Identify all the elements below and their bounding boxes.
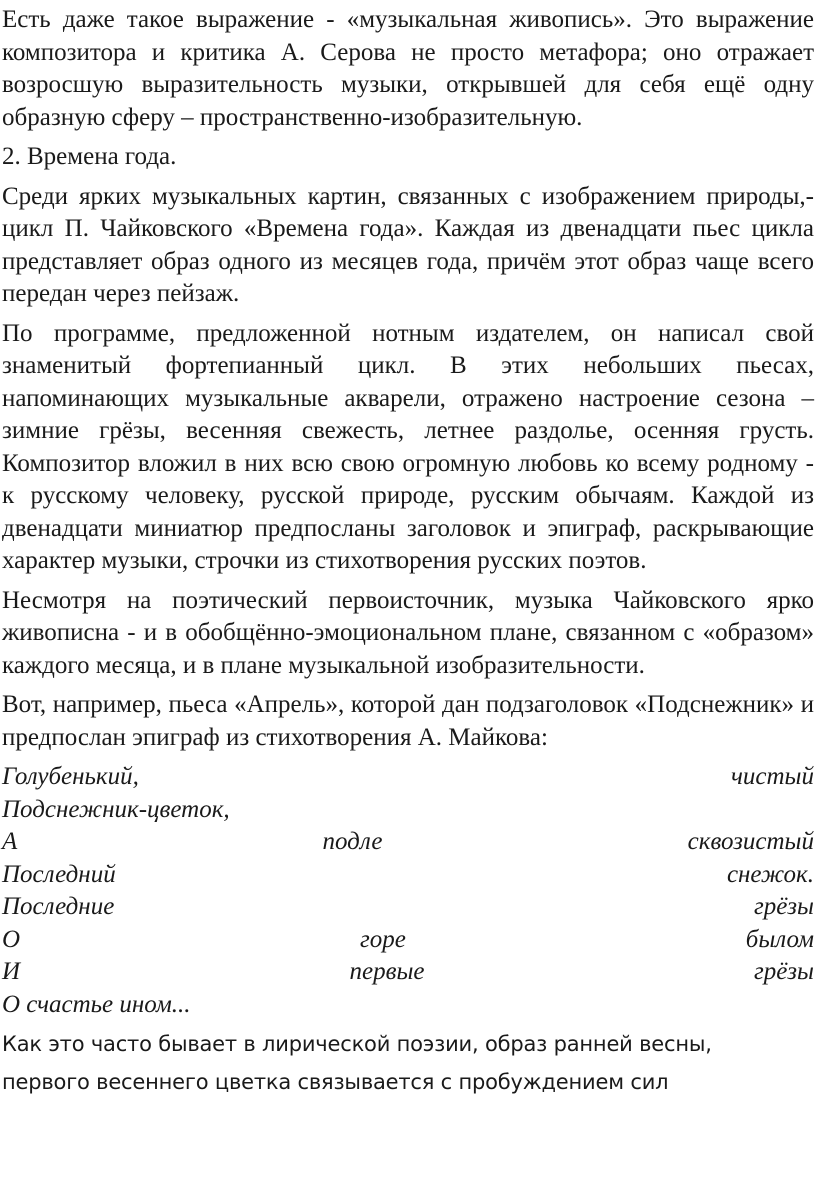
- poem-line: [2, 891, 814, 924]
- poem-word: грёзы: [753, 893, 814, 920]
- poem-line: [2, 826, 814, 859]
- section-heading-seasons: 2. Времена года.: [2, 143, 177, 170]
- poem-word: подле: [322, 828, 383, 855]
- poem-line: [2, 924, 814, 957]
- paragraph-april-example: Вот, например, пьеса «Апрель», которой дан подзаголовок «Подснежник» и предпослан эпиграф из стихотворения А. Майкова:: [2, 691, 814, 751]
- paragraph-poetic-source: Несмотря на поэтический первоисточник, музыка Чайковского ярко живописна - и в обобщённо-эмоциональном плане, связанном с «образом» каждого месяца, и в плане музыкальной изобразительности.: [2, 586, 814, 679]
- paragraph-program-cycle: По программе, предложенной нотным издателем, он написал свой знаменитый фортепианный цикл. В этих небольших пьесах, напоминающих музыкальные акварели, отражено настроение сезона – зимние грёзы, весенняя свежесть, летнее раздолье, осенняя грусть. Композитор вложил в них всю свою огромную любовь ко всему родному - к русскому человеку, русской природе, русским обычаям. Каждой из двенадцати миниатюр предпосланы заголовок и эпиграф, раскрывающие характер музыки, строчки из стихотворения русских поэтов.: [2, 319, 814, 574]
- poem-word: Голубенький,: [2, 763, 139, 790]
- poem-line: [2, 761, 814, 794]
- poem-word: грёзы: [753, 958, 814, 985]
- poem-word: былом: [745, 925, 814, 953]
- poem-word: сквозистый: [687, 828, 814, 855]
- paragraph-tchaikovsky-cycle: Среди ярких музыкальных картин, связанных с изображением природы,- цикл П. Чайковского «Времена года». Каждая из двенадцати пьес цикла представляет образ одного из месяцев года, причём этот образ чаще всего передан через пейзаж.: [2, 182, 814, 307]
- poem-line: [2, 794, 814, 827]
- document-page: [2, 4, 814, 1101]
- closing-paragraph: [2, 1025, 814, 1101]
- poem-word: Последние: [2, 893, 115, 920]
- poem-line: [2, 989, 814, 1022]
- paragraph-musical-painting: Есть даже такое выражение - «музыкальная живопись». Это выражение композитора и критика А. Серова не просто метафора; оно отражает возросшую выразительность музыки, открывшей для себя ещё одну образную сферу – пространственно-изобразительную.: [2, 6, 814, 131]
- closing-line: Как это часто бывает в лирической поэзии, образ ранней весны,: [2, 1032, 712, 1056]
- epigraph-poem: [2, 761, 814, 1021]
- poem-word: горе: [359, 925, 406, 953]
- poem-word: чистый: [730, 763, 814, 790]
- poem-word: О: [2, 925, 21, 953]
- closing-line: первого весеннего цветка связывается с пробуждением сил: [2, 1070, 669, 1094]
- poem-word: Последний: [2, 860, 116, 888]
- poem-word: первые: [349, 958, 425, 985]
- poem-word: А: [2, 828, 18, 855]
- poem-word: снежок.: [726, 860, 814, 888]
- poem-line: [2, 956, 814, 989]
- poem-word: О счастье ином...: [2, 990, 191, 1018]
- poem-line: [2, 859, 814, 892]
- poem-word: И: [2, 958, 21, 985]
- poem-word: Подснежник-цветок,: [2, 795, 230, 823]
